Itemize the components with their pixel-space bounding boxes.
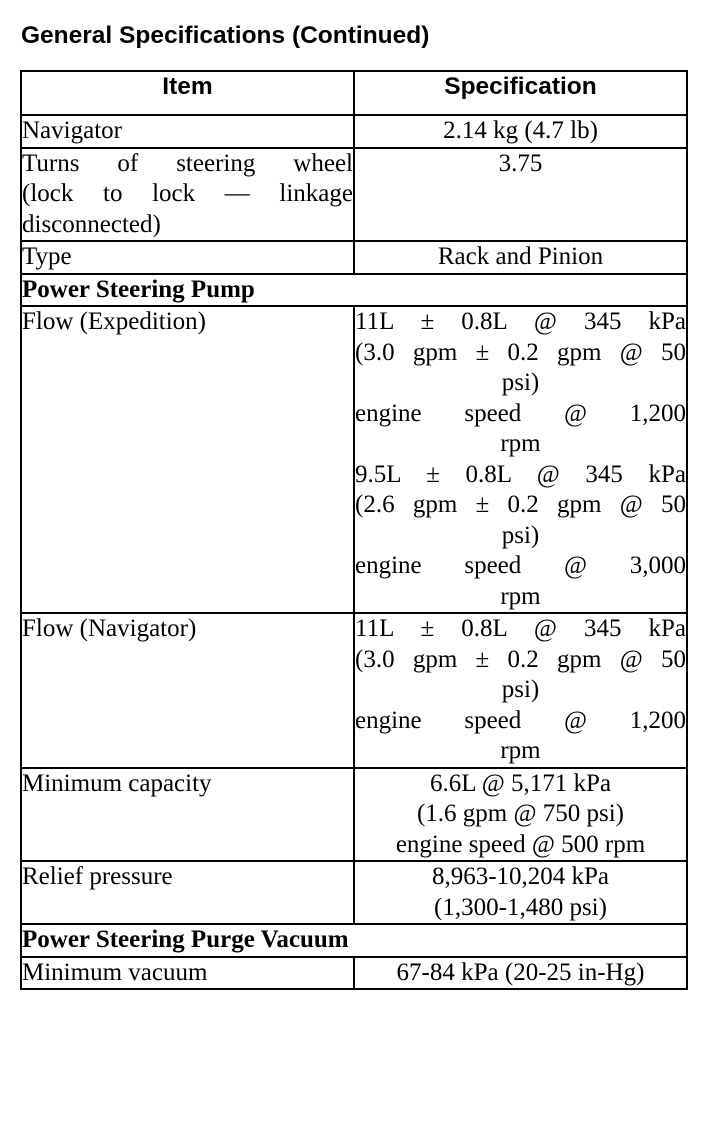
table-row-flow-navigator: [21, 613, 687, 768]
item-cell: Flow (Expedition): [21, 306, 354, 613]
spec-line: (1,300-1,480 psi): [434, 893, 607, 921]
spec-line: 6.6L @ 5,171 kPa: [429, 769, 612, 797]
spec-line: 9.5L ± 0.8L @ 345 kPa: [355, 460, 686, 488]
spec-line: engine speed @ 1,200: [355, 399, 686, 427]
column-header-specification: Specification: [354, 71, 687, 115]
spec-cell: [354, 768, 687, 862]
spec-line: 11L ± 0.8L @ 345 kPa: [355, 308, 686, 335]
spec-line: psi): [501, 369, 540, 396]
spec-line: (2.6 gpm ± 0.2 gpm @ 50: [355, 491, 686, 518]
item-cell: [21, 148, 354, 242]
spec-cell: [354, 613, 687, 768]
item-cell: Relief pressure: [21, 861, 354, 924]
table-row-flow-expedition: [21, 306, 687, 613]
table-row-type: [21, 241, 687, 274]
spec-cell: 2.14 kg (4.7 lb): [354, 115, 687, 148]
spec-cell: 3.75: [354, 148, 687, 242]
item-cell: Navigator: [21, 115, 354, 148]
spec-line: rpm: [500, 582, 541, 610]
spec-line: 11L ± 0.8L @ 345 kPa: [355, 615, 686, 642]
item-line: disconnected): [22, 210, 161, 238]
spec-line: engine speed @ 3,000: [355, 552, 686, 579]
spec-line: (3.0 gpm ± 0.2 gpm @ 50: [355, 645, 686, 673]
table-row-turns: [21, 148, 687, 242]
section-row-power-steering-purge-vacuum: [21, 924, 687, 957]
page-title: General Specifications (Continued): [21, 22, 430, 49]
section-heading: Power Steering Pump: [21, 274, 687, 307]
spec-line: rpm: [500, 430, 541, 457]
column-header-item: Item: [21, 71, 354, 115]
spec-line: psi): [501, 521, 540, 549]
section-row-power-steering-pump: [21, 274, 687, 307]
spec-line: engine speed @ 500 rpm: [395, 830, 646, 858]
spec-cell: Rack and Pinion: [354, 241, 687, 274]
item-cell: Type: [21, 241, 354, 274]
spec-cell: [354, 861, 687, 924]
table-row-minimum-vacuum: [21, 957, 687, 990]
item-cell: Minimum capacity: [21, 768, 354, 862]
specifications-table: [20, 70, 688, 990]
item-line: Turns of steering wheel: [22, 149, 353, 177]
section-heading: Power Steering Purge Vacuum: [21, 924, 687, 957]
spec-line: 8,963-10,204 kPa: [431, 863, 610, 890]
item-cell: Flow (Navigator): [21, 613, 354, 768]
spec-line: (1.6 gpm @ 750 psi): [416, 800, 625, 827]
spec-line: psi): [501, 676, 540, 703]
item-line: (lock to lock — linkage: [22, 180, 353, 207]
spec-cell: [354, 306, 687, 613]
table-header-row: [21, 71, 687, 115]
spec-line: (3.0 gpm ± 0.2 gpm @ 50: [355, 338, 686, 366]
table-row-minimum-capacity: [21, 768, 687, 862]
spec-cell: 67-84 kPa (20-25 in-Hg): [354, 957, 687, 990]
spec-line: engine speed @ 1,200: [355, 706, 686, 734]
table-row-relief-pressure: [21, 861, 687, 924]
table-row-navigator: [21, 115, 687, 148]
spec-line: rpm: [500, 737, 541, 764]
item-cell: Minimum vacuum: [21, 957, 354, 990]
